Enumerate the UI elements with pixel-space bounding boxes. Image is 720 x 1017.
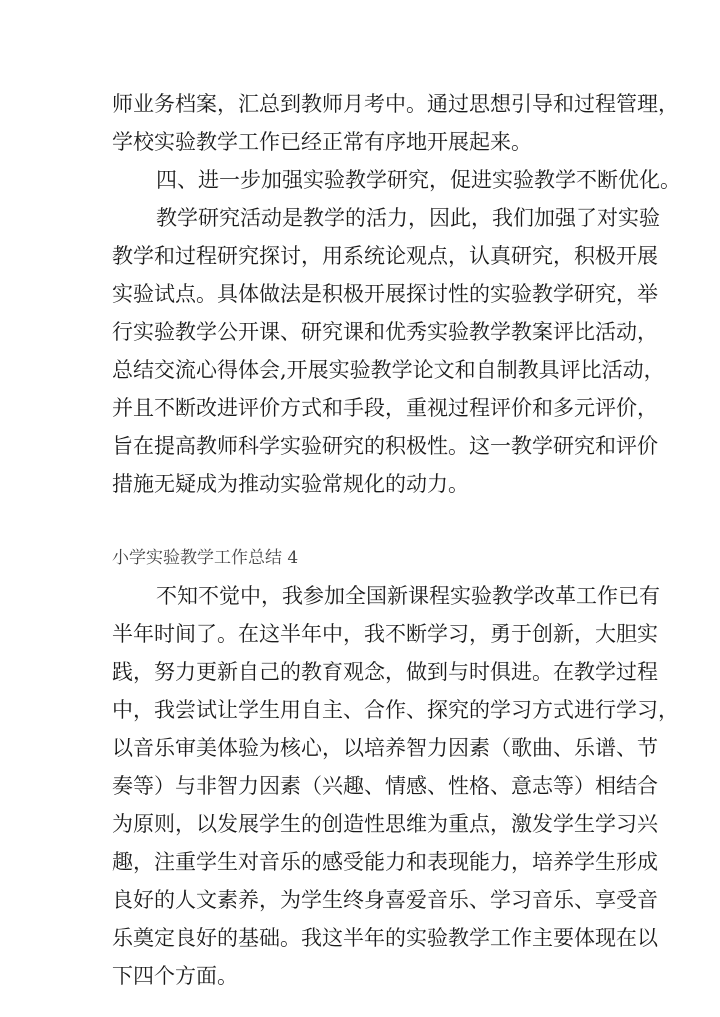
paragraph-line: 措施无疑成为推动实验常规化的动力。 <box>112 472 469 496</box>
section-four-paragraph <box>112 199 665 503</box>
section-heading: 四、进一步加强实验教学研究，促进实验教学不断优化。 <box>156 168 681 192</box>
paragraph-line: 奏等）与非智力因素（兴趣、情感、性格、意志等）相结合 <box>112 774 658 798</box>
paragraph-line: 中，我尝试让学生用自主、合作、探究的学习方式进行学习， <box>112 698 679 722</box>
paragraph-line: 实验试点。具体做法是积极开展探讨性的实验教学研究，举 <box>112 282 658 306</box>
paragraph-line: 践，努力更新自己的教育观念，做到与时俱进。在教学过程 <box>112 660 658 684</box>
paragraph-line: 良好的人文素养，为学生终身喜爱音乐、学习音乐、享受音 <box>112 888 658 912</box>
paragraph-line: 以音乐审美体验为核心，以培养智力因素（歌曲、乐谱、节 <box>112 736 658 760</box>
section-spacer <box>112 503 624 539</box>
paragraph-line: 半年时间了。在这半年中，我不断学习，勇于创新，大胆实 <box>112 622 658 646</box>
summary-four-paragraph <box>112 577 679 995</box>
paragraph-line: 旨在提高教师科学实验研究的积极性。这一教学研究和评价 <box>112 434 658 458</box>
paragraph-line: 教学和过程研究探讨，用系统论观点，认真研究，积极开展 <box>112 244 658 268</box>
paragraph-line: 并且不断改进评价方式和手段，重视过程评价和多元评价， <box>112 396 658 420</box>
paragraph-line: 趣，注重学生对音乐的感受能力和表现能力，培养学生形成 <box>112 850 658 874</box>
paragraph-line: 学校实验教学工作已经正常有序地开展起来。 <box>112 130 532 154</box>
paragraph-line: 教学研究活动是教学的活力，因此，我们加强了对实验 <box>156 206 660 230</box>
paragraph-line: 为原则，以发展学生的创造性思维为重点，激发学生学习兴 <box>112 812 658 836</box>
paragraph-line: 行实验教学公开课、研究课和优秀实验教学教案评比活动， <box>112 320 658 344</box>
text-column <box>112 85 681 995</box>
document-heading: 小学实验教学工作总结 4 <box>112 548 299 568</box>
paragraph-line: 师业务档案，汇总到教师月考中。通过思想引导和过程管理， <box>112 92 679 116</box>
paragraph-line: 不知不觉中，我参加全国新课程实验教学改革工作已有 <box>156 584 660 608</box>
paragraph-line: 乐奠定良好的基础。我这半年的实验教学工作主要体现在以 <box>112 926 658 950</box>
paragraph-line: 下四个方面。 <box>112 964 238 988</box>
continuation-paragraph <box>112 85 679 161</box>
paragraph-line: 总结交流心得体会,开展实验教学论文和自制教具评比活动， <box>112 358 665 382</box>
